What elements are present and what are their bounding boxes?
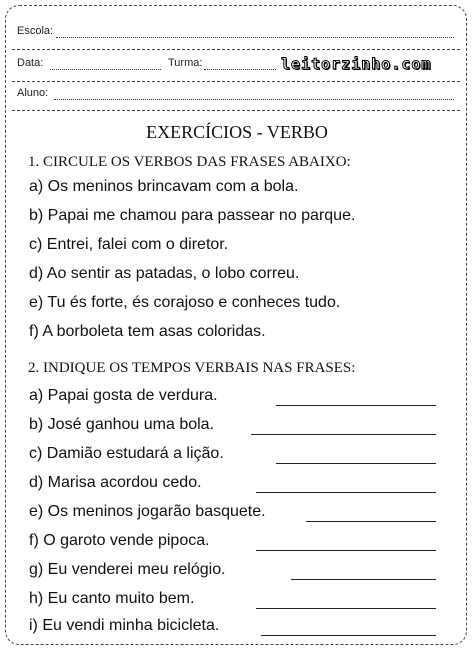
sentence-item: e) Tu és forte, és corajoso e conheces tudo. bbox=[29, 294, 341, 311]
student-field[interactable] bbox=[54, 99, 454, 100]
answer-blank[interactable] bbox=[291, 579, 436, 580]
class-label: Turma: bbox=[168, 57, 203, 69]
date-label: Data: bbox=[17, 57, 44, 69]
sentence-item: b) Papai me chamou para passear no parque. bbox=[29, 207, 356, 224]
divider bbox=[12, 81, 460, 82]
sentence-item: h) Eu canto muito bem. bbox=[29, 590, 195, 607]
sentence-item: c) Damião estudará a lição. bbox=[29, 445, 224, 462]
page-title: EXERCÍCIOS - VERBO bbox=[146, 122, 328, 142]
answer-blank[interactable] bbox=[306, 521, 436, 522]
sentence-item: c) Entrei, falei com o diretor. bbox=[29, 236, 229, 253]
sentence-item: i) Eu vendi minha bicicleta. bbox=[29, 617, 220, 634]
section1-heading: 1. CIRCULE OS VERBOS DAS FRASES ABAIXO: bbox=[28, 154, 351, 170]
section2-heading: 2. INDIQUE OS TEMPOS VERBAIS NAS FRASES: bbox=[28, 360, 356, 376]
answer-blank[interactable] bbox=[261, 635, 436, 636]
answer-blank[interactable] bbox=[276, 463, 436, 464]
sentence-item: e) Os meninos jogarão basquete. bbox=[29, 503, 266, 520]
answer-blank[interactable] bbox=[256, 608, 436, 609]
sentence-item: d) Marisa acordou cedo. bbox=[29, 474, 202, 491]
school-label: Escola: bbox=[17, 25, 54, 37]
sentence-item: f) O garoto vende pipoca. bbox=[29, 532, 210, 549]
answer-blank[interactable] bbox=[251, 434, 436, 435]
sentence-item: b) José ganhou uma bola. bbox=[29, 416, 215, 433]
sentence-item: d) Ao sentir as patadas, o lobo correu. bbox=[29, 265, 300, 282]
divider bbox=[12, 110, 460, 111]
site-logo: leitorzinho.com bbox=[281, 55, 432, 73]
worksheet-frame bbox=[5, 5, 467, 645]
school-field[interactable] bbox=[56, 37, 454, 38]
sentence-item: a) Papai gosta de verdura. bbox=[29, 387, 218, 404]
divider bbox=[12, 49, 460, 50]
date-field[interactable] bbox=[50, 69, 161, 70]
class-field[interactable] bbox=[204, 69, 276, 70]
answer-blank[interactable] bbox=[256, 550, 436, 551]
sentence-item: g) Eu venderei meu relógio. bbox=[29, 561, 226, 578]
sentence-item: a) Os meninos brincavam com a bola. bbox=[29, 178, 299, 195]
sentence-item: f) A borboleta tem asas coloridas. bbox=[29, 323, 266, 340]
answer-blank[interactable] bbox=[256, 492, 436, 493]
answer-blank[interactable] bbox=[276, 405, 436, 406]
student-label: Aluno: bbox=[17, 87, 49, 99]
